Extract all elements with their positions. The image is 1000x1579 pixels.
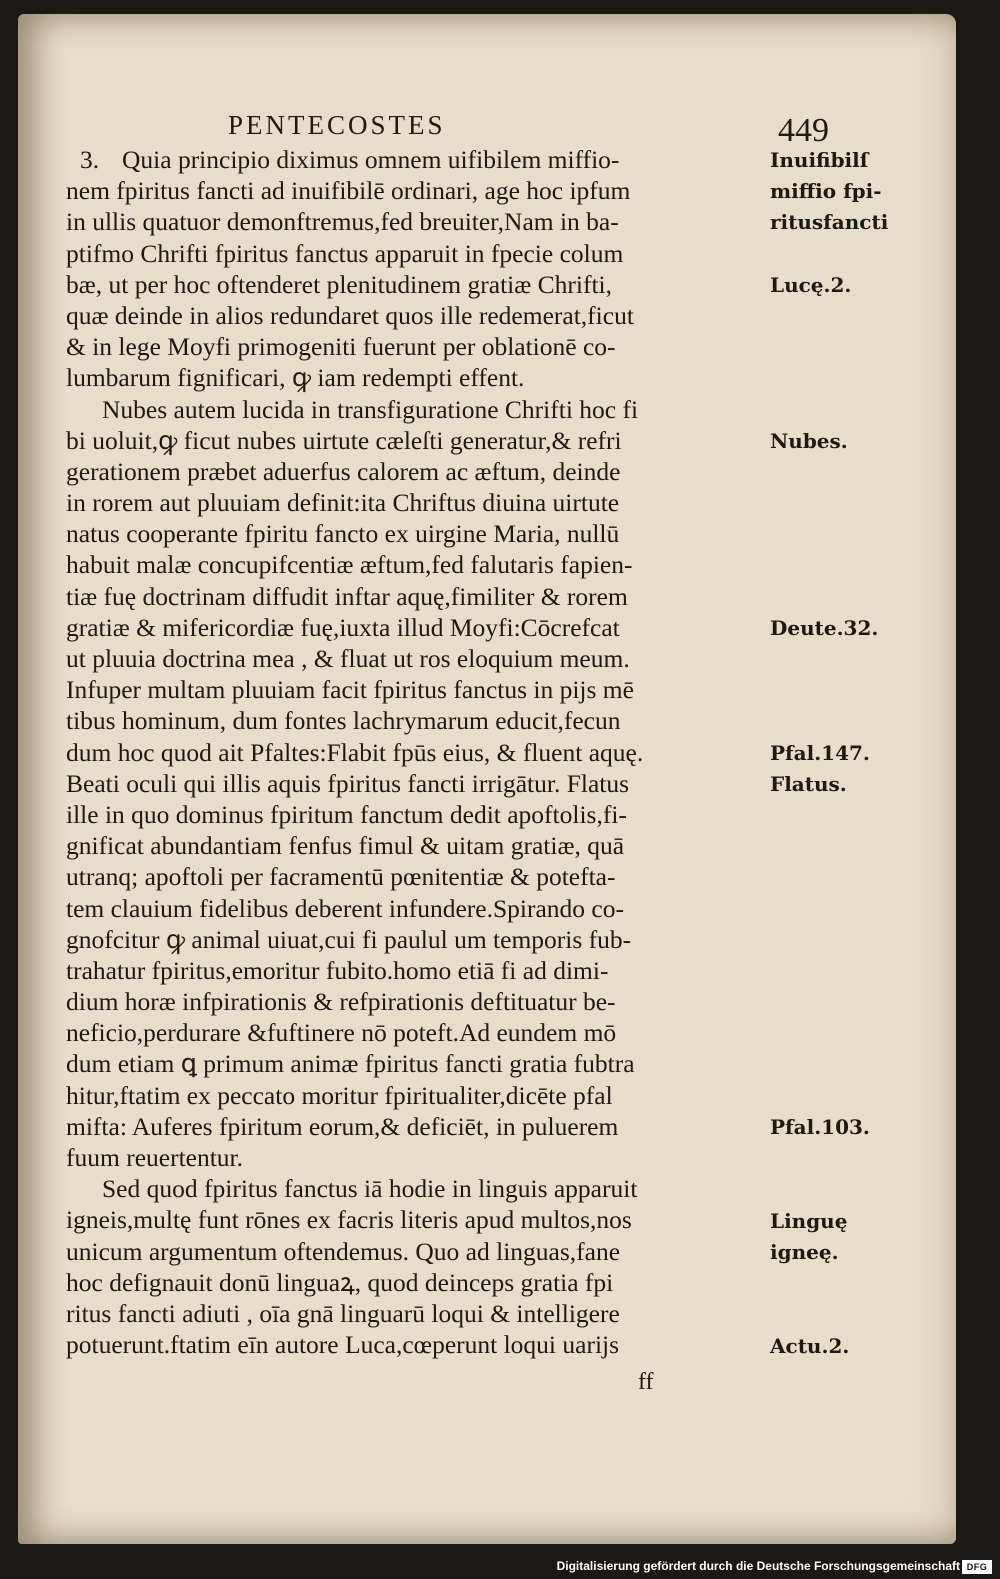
text-line	[66, 924, 786, 955]
margin-note: Deute.32.	[770, 616, 879, 640]
text-line-content: neficio,perdurare &fuftinere nō poteft.Ad eundem mō	[66, 1018, 617, 1048]
text-line	[66, 1080, 786, 1111]
text-line-content: igneis,multę funt rōnes ex facris literis apud multos,nos	[66, 1205, 632, 1235]
text-line-content: trahatur fpiritus,emoritur fubito.homo etiā fi ad dimi-	[66, 955, 609, 985]
text-line	[66, 1267, 786, 1298]
text-line-content: in ullis quatuor demonftremus,fed breuiter,Nam in ba-	[66, 207, 619, 237]
text-line-content: dum etiam ꝗ primum animæ fpiritus fancti gratia fubtra	[66, 1049, 635, 1079]
margin-note: Actu.2.	[770, 1333, 850, 1358]
text-line-content: Quia principio diximus omnem uifibilem miffio-	[122, 145, 620, 174]
text-line	[66, 331, 786, 362]
text-line	[66, 518, 786, 549]
text-line	[66, 175, 786, 206]
text-line-content: unicum argumentum oftendemus. Quo ad linguas,fane	[66, 1236, 621, 1266]
text-line	[66, 799, 786, 830]
text-line-content: gerationem præbet aduerfus calorem ac æftum, deinde	[66, 456, 621, 486]
text-line	[66, 830, 786, 861]
text-line	[66, 861, 786, 892]
text-line	[66, 612, 786, 643]
text-line-content: tem clauium fidelibus deberent infundere.Spirando co-	[66, 893, 624, 923]
margin-note: Linguę	[770, 1208, 848, 1233]
page-number: 449	[778, 112, 829, 149]
text-line-content: tiæ fuę doctrinam diffudit inftar aquę,fimiliter & rorem	[66, 581, 628, 611]
text-line-content: tibus hominum, dum fontes lachrymarum educit,fecun	[66, 706, 621, 736]
text-line	[66, 269, 786, 300]
margin-note: Pfal.103.	[770, 1115, 870, 1140]
text-line-content: ptifmo Chrifti fpiritus fanctus apparuit in fpecie colum	[66, 238, 624, 268]
margin-note: Pfal.147.	[770, 740, 870, 765]
text-line	[66, 768, 786, 799]
text-line	[66, 1236, 786, 1267]
margin-note: ritusfancti	[770, 210, 889, 235]
text-line	[66, 893, 786, 924]
text-line-content: ille in quo dominus fpiritum fanctum dedit apoftolis,fi-	[66, 799, 627, 829]
text-line	[66, 1173, 786, 1204]
text-line	[66, 705, 786, 736]
text-line	[66, 362, 786, 393]
text-line	[66, 1142, 786, 1173]
text-line	[66, 1017, 786, 1048]
text-line-content: habuit malæ concupifcentiæ æftum,fed falutaris fapien-	[66, 550, 633, 580]
text-line-content: ritus fancti adiuti , oīa gnā linguarū loqui & intelligere	[66, 1298, 620, 1328]
text-line-content: quæ deinde in alios redundaret quos ille redemerat,ficut	[66, 300, 634, 330]
text-line-content: dium horæ infpirationis & refpirationis deftituatur be-	[66, 987, 616, 1017]
book-page	[18, 14, 956, 1544]
text-line-content: hitur,ftatim ex peccato moritur fpiritualiter,dicēte pfal	[66, 1080, 613, 1110]
text-line	[66, 144, 786, 175]
digitization-credit: Digitalisierung gefördert durch die Deutsche Forschungsgemeinschaft	[556, 1559, 960, 1573]
text-line	[66, 425, 786, 456]
text-line-content: natus cooperante fpiritu fancto ex uirgine Maria, nullū	[66, 519, 620, 549]
text-line-content: fuum reuertentur.	[66, 1143, 244, 1172]
text-line	[66, 238, 786, 269]
text-line	[66, 986, 786, 1017]
text-line-content: gratiæ & mifericordiæ fuę,iuxta illud Moyfi:Cōcrefcat	[66, 612, 620, 642]
text-line-content: Sed quod fpiritus fanctus iā hodie in linguis apparuit	[102, 1174, 638, 1204]
margin-note: Nubes.	[770, 428, 848, 453]
margin-note: miffio fpi-	[770, 179, 882, 204]
margin-note: Inuifibilſ	[770, 148, 869, 172]
text-line-content: gnificat abundantiam fenfus fimul & uitam gratiæ, quā	[66, 831, 625, 861]
text-line-content: mifta: Auferes fpiritum eorum,& deficiēt, in puluerem	[66, 1111, 619, 1141]
text-line-content: utranq; apoftoli per facramentū pœnitentiæ & potefta-	[66, 862, 616, 892]
text-line	[66, 1298, 786, 1329]
text-line-content: nem fpiritus fancti ad inuifibilē ordinari, age hoc ipfum	[66, 176, 631, 206]
text-line-content: Nubes autem lucida in transfiguratione Chrifti hoc fi	[102, 394, 639, 424]
text-line	[66, 643, 786, 674]
text-line-content: ut pluuia doctrina mea , & fluat ut ros eloquium meum.	[66, 644, 630, 673]
running-head: PENTECOSTES	[228, 110, 446, 140]
margin-note: Lucę.2.	[770, 272, 852, 297]
text-line-content: gnofcitur ꝙ animal uiuat,cui fi paulul um temporis fub-	[66, 924, 632, 954]
text-line	[66, 487, 786, 518]
text-line	[66, 394, 786, 425]
text-line-content: Beati oculi qui illis aquis fpiritus fancti irrigātur. Flatus	[66, 768, 630, 798]
text-line	[66, 549, 786, 580]
text-line-content: dum hoc quod ait Pfaltes:Flabit fpūs eius, & fluent aquę.	[66, 737, 644, 767]
text-line-content: in rorem aut pluuiam definit:ita Chriftus diuina uirtute	[66, 488, 620, 518]
text-line	[66, 206, 786, 237]
text-line-content: Infuper multam pluuiam facit fpiritus fanctus in pijs mē	[66, 675, 634, 705]
text-line	[66, 1048, 786, 1079]
text-line	[66, 456, 786, 487]
text-line-content: & in lege Moyfi primogeniti fuerunt per oblationē co-	[66, 332, 616, 362]
signature-mark: ff	[638, 1369, 654, 1395]
text-line-content: potuerunt.ftatim eīn autore Luca,cœperunt loqui uarijs	[66, 1330, 620, 1360]
text-line-content: lumbarum fignificari, ꝙ iam redempti effent.	[66, 363, 525, 393]
text-line	[66, 1204, 786, 1235]
text-line-content: hoc defignauit donū linguaꝝ, quod deinceps gratia fpi	[66, 1267, 614, 1297]
text-line	[66, 300, 786, 331]
text-line	[66, 581, 786, 612]
text-line-content: bæ, ut per hoc oftenderet plenitudinem gratiæ Chrifti,	[66, 269, 612, 299]
text-line	[66, 737, 786, 768]
text-line-content: bi uoluit,ꝙ ficut nubes uirtute cæleſti generatur,& refri	[66, 425, 622, 455]
dfg-logo: DFG	[962, 1560, 992, 1574]
margin-note: Flatus.	[770, 772, 847, 796]
section-number: 3.	[80, 145, 100, 174]
main-text-block	[66, 144, 786, 1360]
text-line	[66, 674, 786, 705]
text-line	[66, 955, 786, 986]
text-line	[66, 1111, 786, 1142]
margin-note: igneę.	[770, 1240, 839, 1264]
text-line	[66, 1329, 786, 1360]
